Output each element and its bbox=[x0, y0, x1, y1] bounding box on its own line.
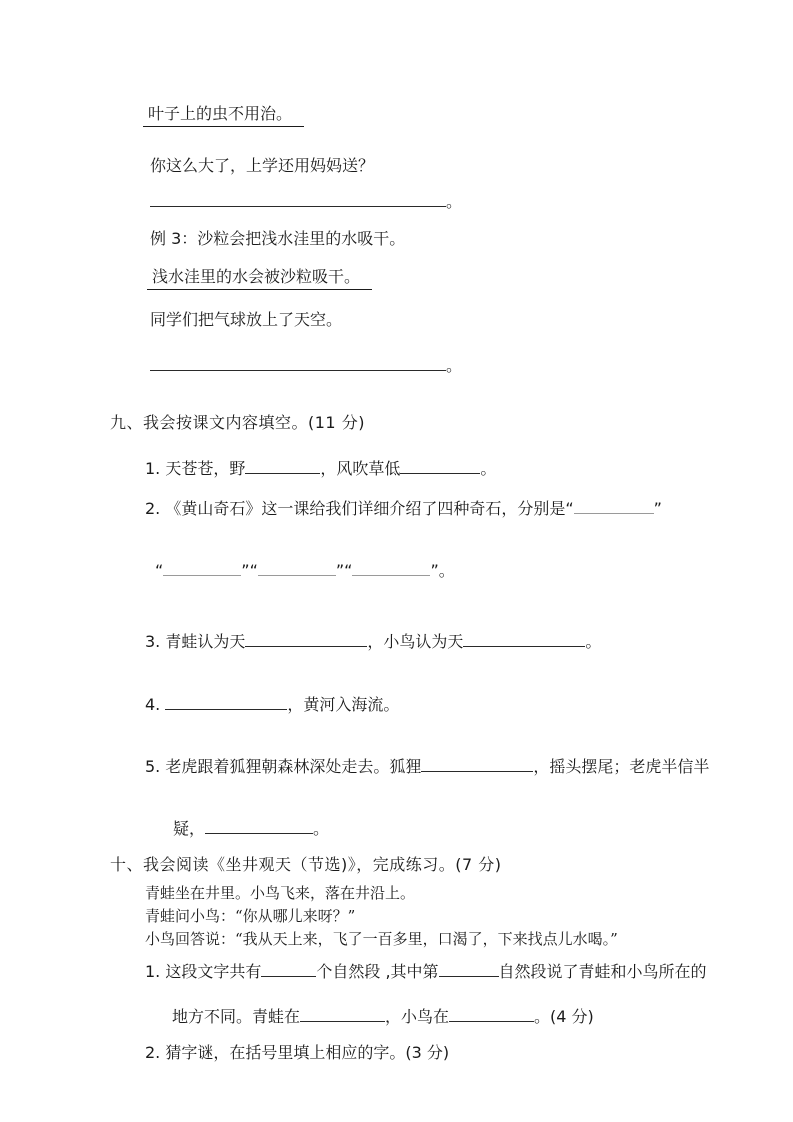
item-text: ”。 bbox=[430, 561, 455, 580]
fill-blank bbox=[205, 818, 313, 834]
question-text: 同学们把气球放上了天空。 bbox=[150, 310, 343, 329]
section9-item-5-line-2 bbox=[173, 818, 329, 838]
fill-blank bbox=[574, 498, 654, 514]
section9-item-3 bbox=[145, 631, 601, 651]
fill-blank bbox=[165, 694, 287, 710]
period: 。 bbox=[446, 192, 463, 211]
item-text: 2. 《黄山奇石》这一课给我们详细介绍了四种奇石，分别是“ bbox=[145, 499, 574, 518]
fill-blank bbox=[463, 631, 585, 647]
item-text: “ bbox=[155, 561, 164, 580]
fill-blank bbox=[300, 1006, 385, 1022]
underlined-answer-text: 浅水洼里的水会被沙粒吸干。 bbox=[147, 267, 372, 290]
item-text: 。 bbox=[480, 459, 497, 478]
section9-item-2-line-2 bbox=[155, 560, 455, 580]
item-text: ，小鸟认为天 bbox=[367, 632, 464, 651]
fill-blank bbox=[163, 560, 241, 576]
underlined-answer-text: 叶子上的虫不用治。 bbox=[143, 104, 304, 127]
item-text: ，黄河入海流。 bbox=[287, 695, 400, 714]
transform-blank-2 bbox=[150, 190, 462, 211]
transform-example-3 bbox=[150, 229, 405, 248]
item-text: ”“ bbox=[335, 561, 353, 580]
item-text: 自然段说了青蛙和小鸟所在的 bbox=[498, 962, 707, 981]
fill-blank bbox=[421, 756, 533, 772]
fill-blank bbox=[245, 631, 367, 647]
fill-blank bbox=[261, 961, 316, 977]
fill-blank bbox=[352, 560, 430, 576]
section10-q1-line-1 bbox=[145, 961, 707, 981]
fill-blank bbox=[245, 458, 320, 474]
item-text: 1. 天苍苍，野 bbox=[145, 459, 246, 478]
section10-heading bbox=[110, 855, 502, 874]
answer-blank-line bbox=[150, 190, 446, 207]
item-text: ” bbox=[653, 499, 662, 518]
heading-text: 十、我会阅读《坐井观天（节选)》，完成练习。(7 分) bbox=[110, 855, 502, 874]
item-text: 。 bbox=[585, 632, 602, 651]
section10-q2 bbox=[145, 1043, 449, 1062]
fill-blank bbox=[258, 560, 336, 576]
answer-blank-line bbox=[150, 354, 446, 371]
item-text: 2. 猜字谜，在括号里填上相应的字。(3 分) bbox=[145, 1043, 450, 1062]
heading-text: 九、我会按课文内容填空。(11 分) bbox=[110, 413, 365, 432]
item-text: 1. 这段文字共有 bbox=[145, 962, 262, 981]
item-text: 3. 青蛙认为天 bbox=[145, 632, 246, 651]
item-text: 地方不同。青蛙在 bbox=[172, 1007, 301, 1026]
example-text: 例 3：沙粒会把浅水洼里的水吸干。 bbox=[150, 229, 406, 248]
transform-question-2 bbox=[150, 156, 374, 175]
item-text: ，小鸟在 bbox=[385, 1007, 450, 1026]
passage-text: 小鸟回答说：“我从天上来，飞了一百多里，口渴了，下来找点儿水喝。” bbox=[145, 930, 618, 948]
section9-item-4 bbox=[145, 694, 399, 714]
item-text: 5. 老虎跟着狐狸朝森林深处走去。狐狸 bbox=[145, 757, 422, 776]
question-text: 你这么大了，上学还用妈妈送？ bbox=[150, 156, 375, 175]
item-text: 个自然段 ,其中第 bbox=[316, 962, 439, 981]
passage-text: 青蛙问小鸟：“你从哪儿来呀？” bbox=[145, 907, 356, 925]
transform-answer-3 bbox=[147, 267, 372, 286]
item-text: 。 bbox=[313, 819, 330, 838]
item-text: ，摇头摆尾；老虎半信半 bbox=[533, 757, 710, 776]
section9-item-5-line-1 bbox=[145, 756, 709, 776]
item-text: ，风吹草低 bbox=[320, 459, 401, 478]
section9-item-2-line-1 bbox=[145, 498, 662, 518]
transform-blank-4 bbox=[150, 354, 462, 375]
passage-line-1 bbox=[145, 884, 415, 903]
item-text: 。(4 分) bbox=[534, 1007, 594, 1026]
fill-blank bbox=[400, 458, 480, 474]
passage-line-2 bbox=[145, 907, 355, 926]
section10-q1-line-2 bbox=[172, 1006, 594, 1026]
section9-item-1 bbox=[145, 458, 496, 478]
section9-heading bbox=[110, 413, 365, 432]
item-text: 疑， bbox=[173, 819, 206, 838]
passage-text: 青蛙坐在井里。小鸟飞来，落在井沿上。 bbox=[145, 884, 416, 902]
transform-answer-1 bbox=[143, 104, 304, 123]
fill-blank bbox=[449, 1006, 534, 1022]
item-text: 4. bbox=[145, 695, 166, 714]
passage-line-3 bbox=[145, 930, 618, 949]
item-text: ”“ bbox=[241, 561, 258, 580]
period: 。 bbox=[446, 356, 463, 375]
fill-blank bbox=[439, 961, 499, 977]
transform-question-4 bbox=[150, 310, 342, 329]
